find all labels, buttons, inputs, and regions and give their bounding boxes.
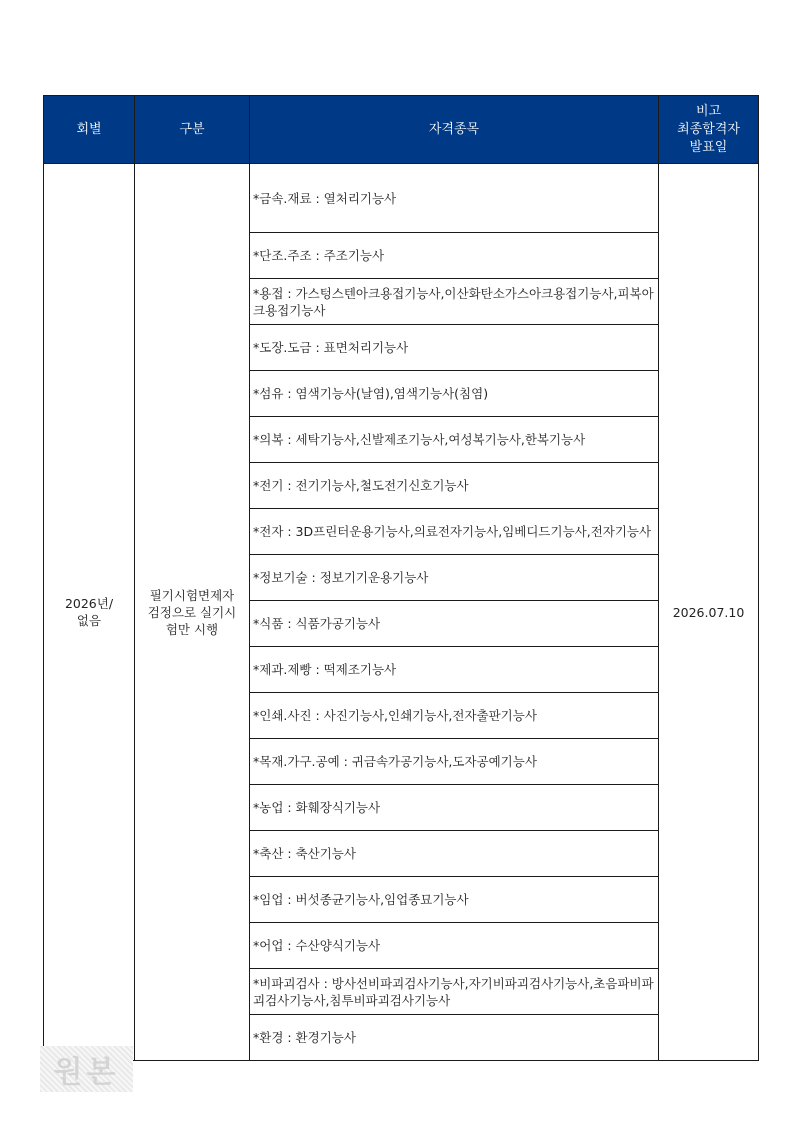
category-cell: 필기시험면제자 검정으로 실기시 험만 시행 bbox=[135, 164, 250, 1061]
qualification-item: *식품 : 식품가공기능사 bbox=[250, 601, 659, 647]
qualification-item: *금속.재료 : 열처리기능사 bbox=[250, 164, 659, 233]
qualification-item: *농업 : 화훼장식기능사 bbox=[250, 785, 659, 831]
watermark-stamp: 원본 bbox=[40, 1046, 133, 1092]
qualification-item: *어업 : 수산양식기능사 bbox=[250, 923, 659, 969]
table-row bbox=[44, 164, 759, 233]
qualification-item: *축산 : 축산기능사 bbox=[250, 831, 659, 877]
header-round: 회별 bbox=[44, 96, 135, 164]
qualification-item: *단조.주조 : 주조기능사 bbox=[250, 233, 659, 279]
qualification-item: *정보기술 : 정보기기운용기능사 bbox=[250, 555, 659, 601]
qualification-item: *전자 : 3D프린터운용기능사,의료전자기능사,임베디드기능사,전자기능사 bbox=[250, 509, 659, 555]
qualification-item: *임업 : 버섯종균기능사,임업종묘기능사 bbox=[250, 877, 659, 923]
qualification-item: *비파괴검사 : 방사선비파괴검사기능사,자기비파괴검사기능사,초음파비파괴검사기능사,침투비파괴검사기능사 bbox=[250, 969, 659, 1015]
qualification-item: *도장.도금 : 표면처리기능사 bbox=[250, 325, 659, 371]
exam-schedule-table bbox=[43, 95, 759, 1061]
header-note: 비고 최종합격자 발표일 bbox=[659, 96, 759, 164]
qualification-item: *목재.가구.공예 : 귀금속가공기능사,도자공예기능사 bbox=[250, 739, 659, 785]
header-category: 구분 bbox=[135, 96, 250, 164]
qualification-item: *섬유 : 염색기능사(날염),염색기능사(침염) bbox=[250, 371, 659, 417]
header-qualification: 자격종목 bbox=[250, 96, 659, 164]
table-header-row bbox=[44, 96, 759, 164]
qualification-item: *환경 : 환경기능사 bbox=[250, 1015, 659, 1061]
announcement-date-cell: 2026.07.10 bbox=[659, 164, 759, 1061]
qualification-item: *의복 : 세탁기능사,신발제조기능사,여성복기능사,한복기능사 bbox=[250, 417, 659, 463]
qualification-item: *제과.제빵 : 떡제조기능사 bbox=[250, 647, 659, 693]
round-cell: 2026년/ 없음 bbox=[44, 164, 135, 1061]
qualification-item: *전기 : 전기기능사,철도전기신호기능사 bbox=[250, 463, 659, 509]
qualification-item: *용접 : 가스텅스텐아크용접기능사,이산화탄소가스아크용접기능사,피복아크용접기능사 bbox=[250, 279, 659, 325]
qualification-item: *인쇄.사진 : 사진기능사,인쇄기능사,전자출판기능사 bbox=[250, 693, 659, 739]
